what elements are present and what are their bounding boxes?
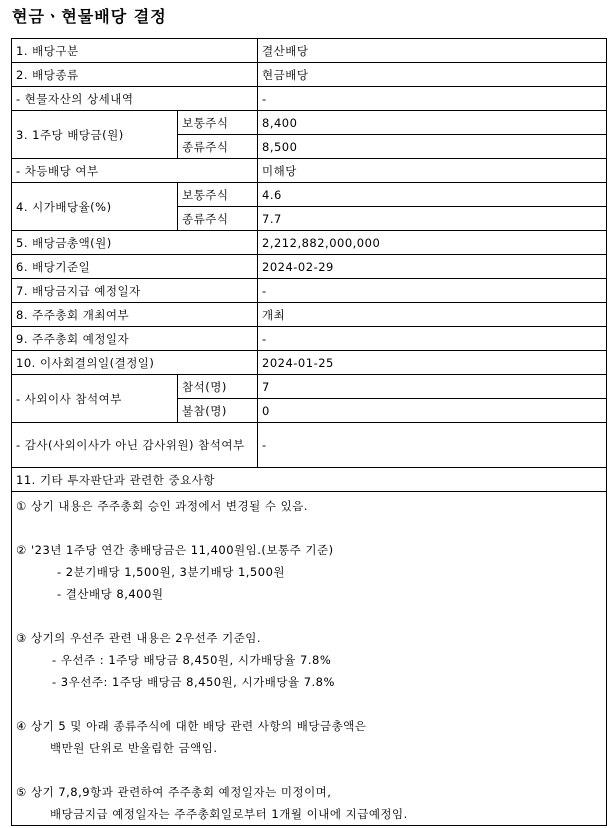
row-value: 4.6 — [258, 183, 607, 207]
table-row — [12, 159, 607, 183]
table-row — [12, 255, 607, 279]
row-value: - — [258, 87, 607, 111]
note-2-sub: - 결산배당 8,400원 — [57, 587, 164, 601]
dividend-table — [11, 38, 607, 826]
sub-label: 보통주식 — [178, 111, 258, 135]
row-label: 3. 1주당 배당금(원) — [12, 111, 178, 159]
note-4: ④ 상기 5 및 아래 종류주식에 대한 배당 관련 사항의 배당금총액은 — [16, 719, 367, 733]
table-row — [12, 351, 607, 375]
note-2-sub: - 2분기배당 1,500원, 3분기배당 1,500원 — [57, 565, 285, 579]
row-label: 2. 배당종류 — [12, 63, 258, 87]
row-value: - — [258, 423, 607, 468]
notes-cell — [12, 492, 607, 826]
table-row — [12, 183, 607, 207]
row-label: 7. 배당금지급 예정일자 — [12, 279, 258, 303]
row-value: 현금배당 — [258, 63, 607, 87]
row-value: 2024-02-29 — [258, 255, 607, 279]
row-value: 7.7 — [258, 207, 607, 231]
note-3-sub: - 우선주 : 1주당 배당금 8,450원, 시가배당율 7.8% — [52, 653, 332, 667]
page-title: 현금ㆍ현물배당 결정 — [12, 7, 167, 26]
row-label: 8. 주주총회 개최여부 — [12, 303, 258, 327]
row-value: 2,212,882,000,000 — [258, 231, 607, 255]
row-value: 2024-01-25 — [258, 351, 607, 375]
row-value: 8,400 — [258, 111, 607, 135]
table-row — [12, 63, 607, 87]
row-label: 5. 배당금총액(원) — [12, 231, 258, 255]
table-row — [12, 423, 607, 468]
row-value: 개최 — [258, 303, 607, 327]
row-label: 1. 배당구분 — [12, 39, 258, 63]
table-row — [12, 327, 607, 351]
row-value: 7 — [258, 375, 607, 399]
table-row — [12, 39, 607, 63]
row-label: 10. 이사회결의일(결정일) — [12, 351, 258, 375]
row-label: - 차등배당 여부 — [12, 159, 258, 183]
sub-label: 참석(명) — [178, 375, 258, 399]
row-label: 11. 기타 투자판단과 관련한 중요사항 — [12, 468, 607, 492]
note-1: ① 상기 내용은 주주총회 승인 과정에서 변경될 수 있음. — [16, 499, 308, 513]
table-row — [12, 375, 607, 399]
row-value: 8,500 — [258, 135, 607, 159]
row-label: - 사외이사 참석여부 — [12, 375, 178, 423]
row-label: 9. 주주총회 예정일자 — [12, 327, 258, 351]
row-label: - 현물자산의 상세내역 — [12, 87, 258, 111]
row-value: 결산배당 — [258, 39, 607, 63]
row-label: 6. 배당기준일 — [12, 255, 258, 279]
table-row — [12, 111, 607, 135]
row-value: 0 — [258, 399, 607, 423]
note-4-cont: 백만원 단위로 반올림한 금액임. — [50, 741, 218, 755]
row-label: - 감사(사외이사가 아닌 감사위원) 참석여부 — [12, 423, 258, 468]
table-row — [12, 468, 607, 492]
note-5-cont: 배당금지급 예정일자는 주주총회일로부터 1개월 이내에 지급예정임. — [50, 807, 408, 821]
table-row — [12, 492, 607, 826]
table-row — [12, 303, 607, 327]
table-row — [12, 231, 607, 255]
sub-label: 보통주식 — [178, 183, 258, 207]
note-2: ② '23년 1주당 연간 총배당금은 11,400원임.(보통주 기준) — [16, 543, 334, 557]
note-3: ③ 상기의 우선주 관련 내용은 2우선주 기준임. — [16, 631, 262, 645]
sub-label: 불참(명) — [178, 399, 258, 423]
note-5: ⑤ 상기 7,8,9항과 관련하여 주주총회 예정일자는 미정이며, — [16, 785, 332, 799]
row-label: 4. 시가배당율(%) — [12, 183, 178, 231]
row-value: - — [258, 279, 607, 303]
row-value: 미해당 — [258, 159, 607, 183]
row-value: - — [258, 327, 607, 351]
note-3-sub: - 3우선주: 1주당 배당금 8,450원, 시가배당율 7.8% — [52, 675, 335, 689]
table-row — [12, 87, 607, 111]
table-row — [12, 279, 607, 303]
sub-label: 종류주식 — [178, 135, 258, 159]
sub-label: 종류주식 — [178, 207, 258, 231]
